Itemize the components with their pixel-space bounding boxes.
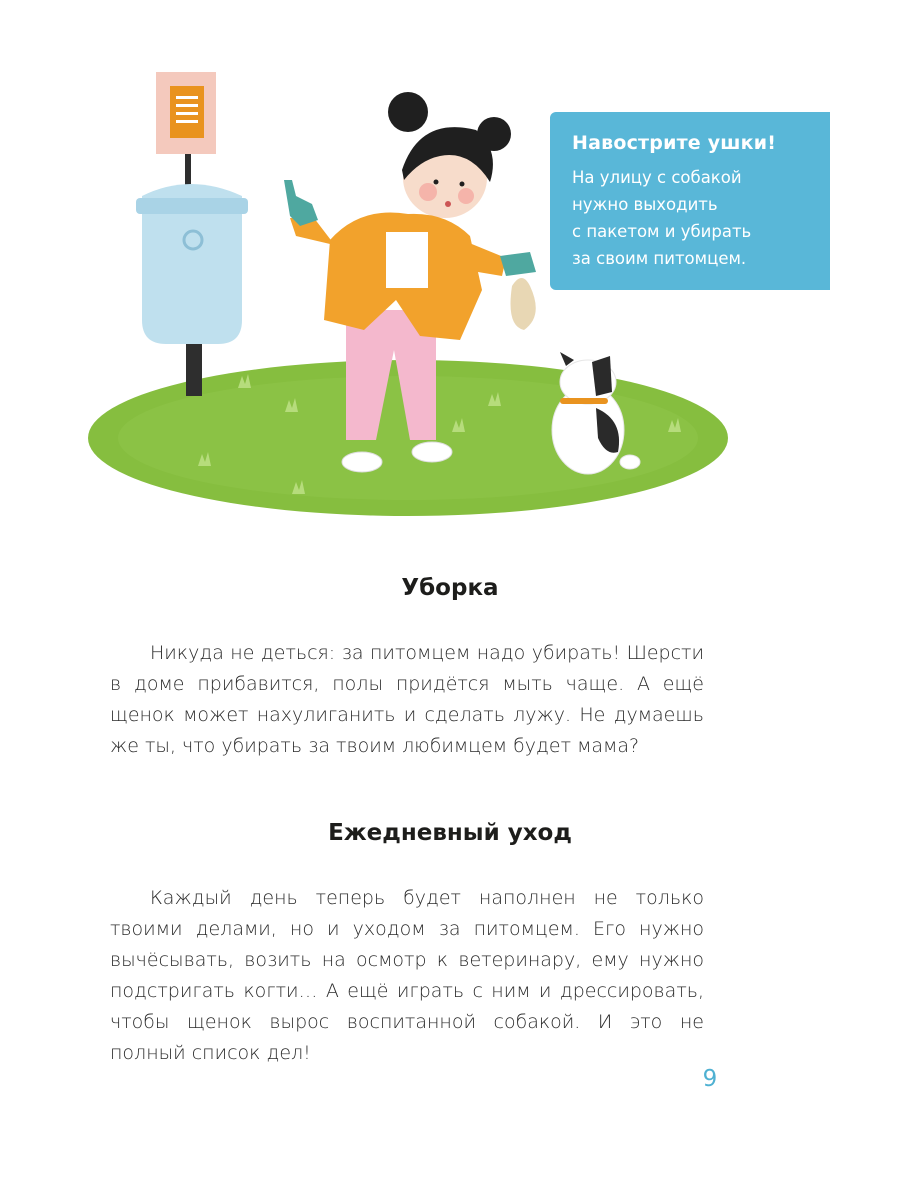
callout-text — [572, 164, 810, 272]
page-number: 9 — [702, 1066, 718, 1092]
callout-line: за своим питомцем. — [572, 249, 747, 268]
callout-line: нужно выходить — [572, 195, 718, 214]
section-text-cleaning: Никуда не деться: за питомцем надо убирать! Шерсти в доме прибавится, полы придётся мыть чаще. А ещё щенок может нахулиганить и сделать лужу. Не думаешь же ты, что убирать за твоим любимцем будет мама? — [110, 642, 704, 757]
section-text-daily-care: Каждый день теперь будет наполнен не только твоими делами, но и уходом за питомцем. Его нужно вычёсывать, возить на осмотр к ветеринару, ему нужно подстригать когти… А ещё играть с ним и дрессировать, чтобы щенок вырос воспитанной собакой. И это не полный список дел! — [110, 887, 704, 1064]
callout-line: с пакетом и убирать — [572, 222, 752, 241]
tip-callout — [550, 112, 830, 290]
trash-bin — [136, 184, 248, 396]
section-heading-cleaning: Уборка — [401, 575, 499, 601]
callout-line: На улицу с собакой — [572, 168, 742, 187]
section-heading-daily-care: Ежедневный уход — [328, 820, 572, 846]
callout-title: Навострите ушки! — [572, 132, 777, 154]
